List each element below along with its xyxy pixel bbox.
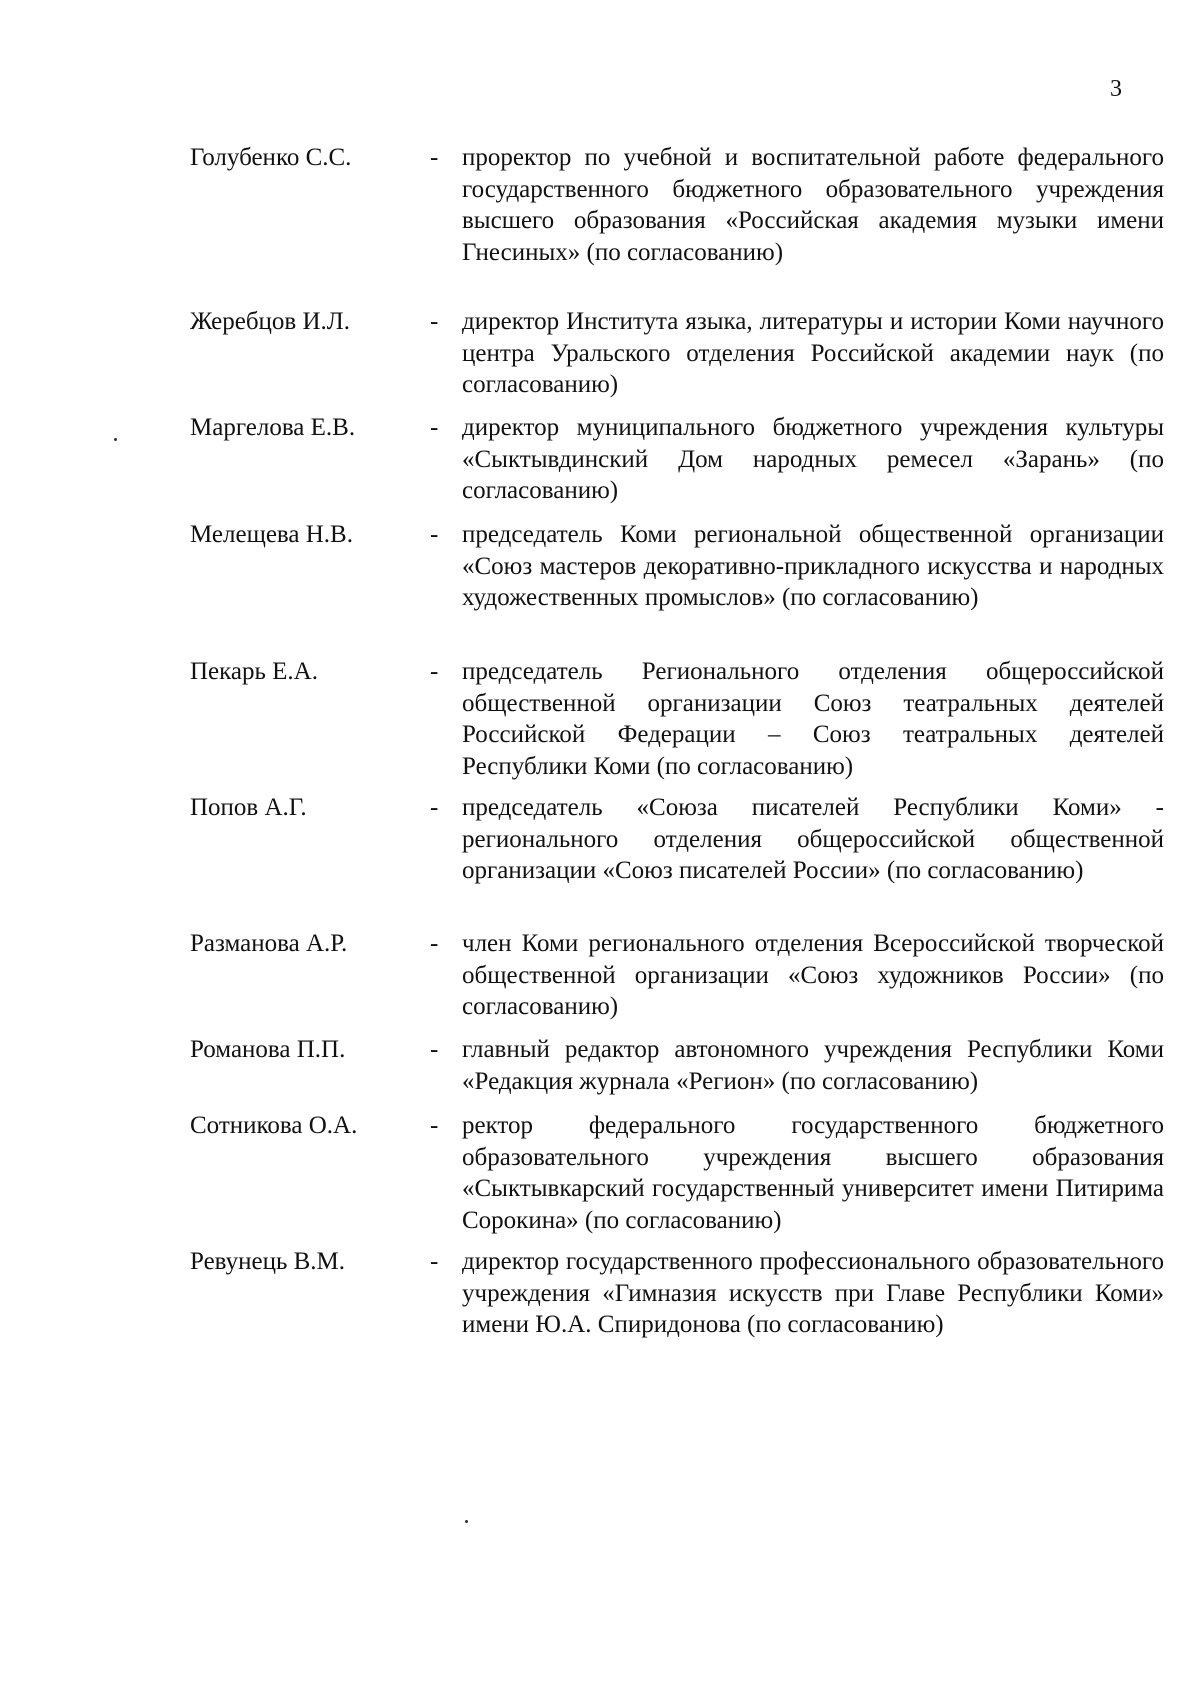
- member-description: председатель Коми региональной общественной организации «Союз мастеров декоративно-прикладного искусства и народных художественных промыслов» (по согласованию): [462, 521, 1164, 611]
- member-dash: -: [430, 414, 439, 441]
- member-description: директор Института языка, литературы и истории Коми научного центра Уральского отделения Российской академии наук (по согласованию): [462, 308, 1164, 398]
- member-name: Сотникова О.А.: [190, 1112, 358, 1139]
- member-dash: -: [430, 308, 439, 335]
- member-description: ректор федерального государственного бюджетного образовательного учреждения высшего образования «Сыктывкарский государственный университет имени Питирима Сорокина» (по согласованию): [462, 1112, 1164, 1234]
- member-description: председатель Регионального отделения общероссийской общественной организации Союз театральных деятелей Российской Федерации – Союз театральных деятелей Республики Коми (по согласованию): [462, 658, 1164, 780]
- member-dash: -: [430, 1248, 439, 1275]
- member-dash: -: [430, 521, 439, 548]
- member-name: Попов А.Г.: [190, 794, 307, 821]
- member-name: Пекарь Е.А.: [190, 658, 318, 685]
- member-dash: -: [430, 930, 439, 957]
- member-dash: -: [430, 1036, 439, 1063]
- member-name: Разманова А.Р.: [190, 930, 348, 957]
- scan-speck: [465, 1520, 468, 1523]
- member-name: Мелещева Н.В.: [190, 521, 353, 548]
- member-description: директор государственного профессионального образовательного учреждения «Гимназия искусств при Главе Республики Коми» имени Ю.А. Спиридонова (по согласованию): [462, 1248, 1164, 1338]
- page-number: 3: [1110, 76, 1122, 102]
- scan-speck: [114, 438, 117, 441]
- member-name: Голубенко С.С.: [190, 144, 352, 171]
- member-dash: -: [430, 144, 439, 171]
- member-name: Ревунець В.М.: [190, 1248, 346, 1275]
- member-name: Жеребцов И.Л.: [190, 308, 350, 335]
- member-description: главный редактор автономного учреждения Республики Коми «Редакция журнала «Регион» (по согласованию): [462, 1036, 1164, 1095]
- member-dash: -: [430, 658, 439, 685]
- member-description: директор муниципального бюджетного учреждения культуры «Сыктывдинский Дом народных ремесел «Зарань» (по согласованию): [462, 414, 1164, 504]
- member-dash: -: [430, 794, 439, 821]
- member-dash: -: [430, 1112, 439, 1139]
- member-description: председатель «Союза писателей Республики Коми» - регионального отделения общероссийской общественной организации «Союз писателей России» (по согласованию): [462, 794, 1164, 884]
- member-description: член Коми регионального отделения Всероссийской творческой общественной организации «Союз художников России» (по согласованию): [462, 930, 1164, 1020]
- member-name: Маргелова Е.В.: [190, 414, 356, 441]
- member-description: проректор по учебной и воспитательной работе федерального государственного бюджетного образовательного учреждения высшего образования «Российская академия музыки имени Гнесиных» (по согласованию): [462, 144, 1164, 266]
- member-name: Романова П.П.: [190, 1036, 346, 1063]
